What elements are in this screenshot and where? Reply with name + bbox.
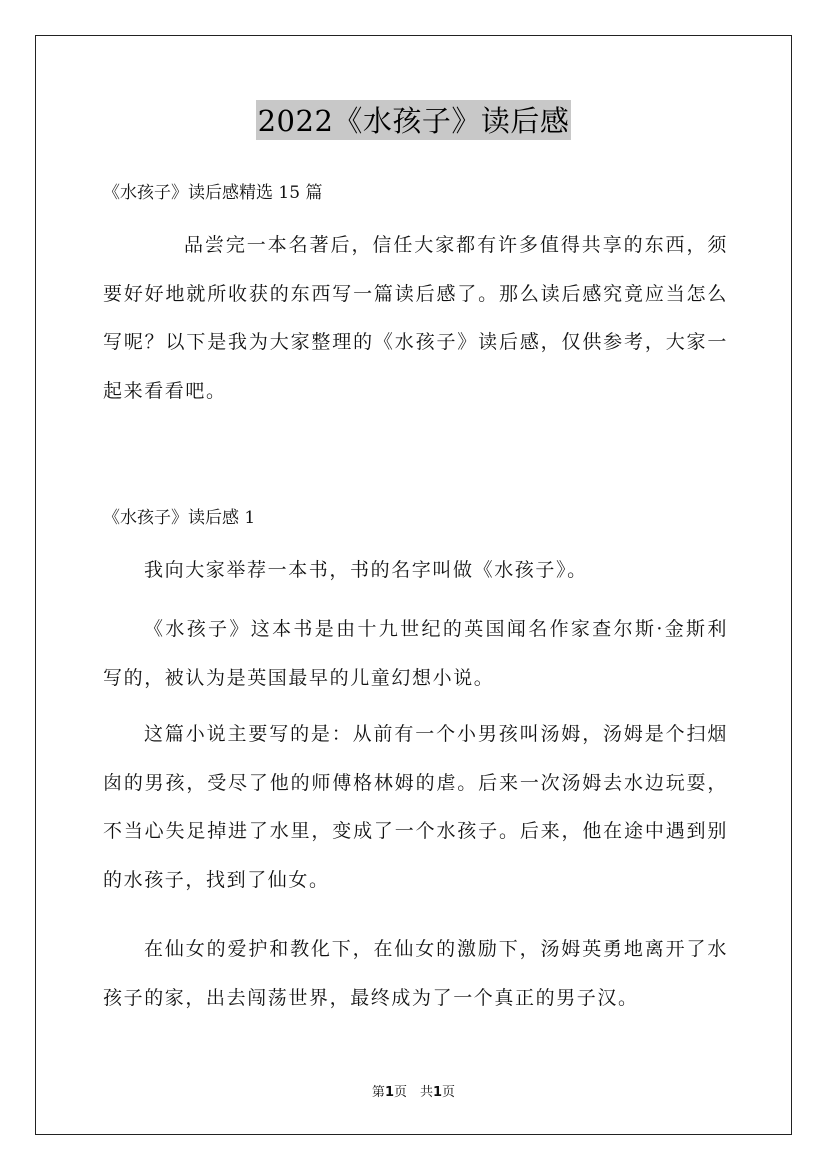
document-title: 2022《水孩子》读后感 — [256, 100, 572, 140]
footer-suffix: 页 — [442, 1085, 456, 1100]
document-subtitle: 《水孩子》读后感精选 15 篇 — [103, 183, 323, 203]
footer-page-total: 1 — [433, 1085, 443, 1100]
intro-paragraph: 品尝完一本名著后，信任大家都有许多值得共享的东西，须要好好地就所收获的东西写一篇读后感了。那么读后感究竟应当怎么写呢？以下是我为大家整理的《水孩子》读后感，仅供参考，大家一起来看看吧。 — [103, 234, 728, 402]
paragraph: 在仙女的爱护和教化下，在仙女的激励下，汤姆英勇地离开了水孩子的家，出去闯荡世界，最终成为了一个真正的男子汉。 — [103, 938, 728, 1009]
footer-mid: 页 共 — [393, 1085, 433, 1100]
footer-page-number: 1 — [384, 1085, 394, 1100]
paragraph: 这篇小说主要写的是：从前有一个小男孩叫汤姆，汤姆是个扫烟囱的男孩，受尽了他的师傅格林姆的虐。后来一次汤姆去水边玩耍，不当心失足掉进了水里，变成了一个水孩子。后来，他在途中遇到别的水孩子，找到了仙女。 — [103, 723, 728, 891]
title-container — [0, 100, 827, 140]
paragraph: 我向大家举荐一本书，书的名字叫做《水孩子》。 — [144, 559, 588, 581]
section-title: 《水孩子》读后感 1 — [103, 508, 256, 528]
page-footer — [0, 1084, 827, 1102]
paragraph: 《水孩子》这本书是由十九世纪的英国闻名作家查尔斯·金斯利写的，被认为是英国最早的儿童幻想小说。 — [103, 618, 728, 689]
footer-prefix: 第 — [371, 1085, 385, 1100]
